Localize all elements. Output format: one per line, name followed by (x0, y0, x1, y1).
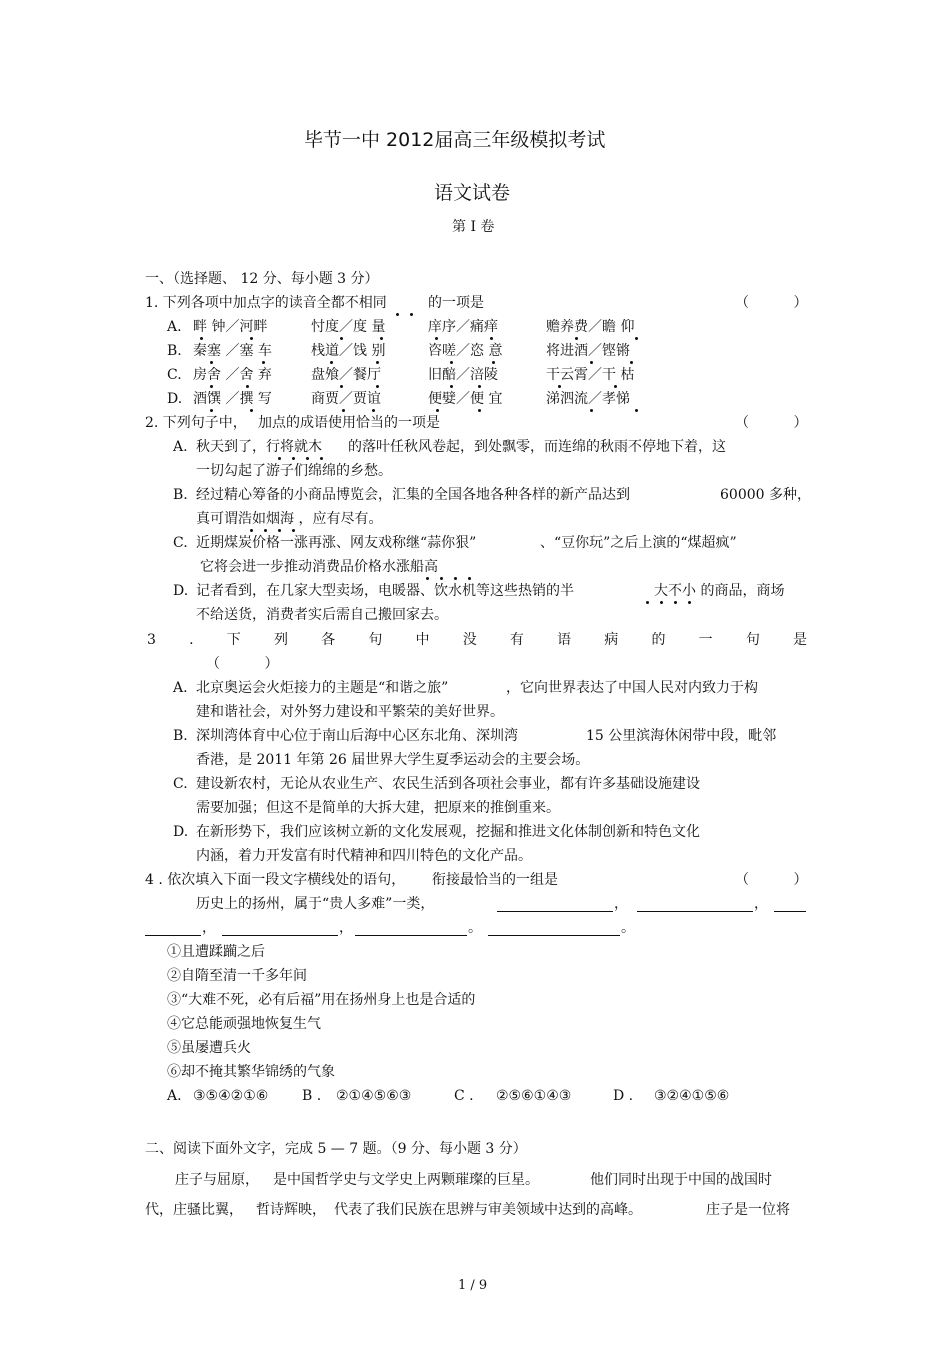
q3-option-text: 内涵，着力开发富有时代精神和四川特色的文化产品。 (196, 848, 532, 864)
q3-option-text: 香港，是 2011 年第 26 届世界大学生夏季运动会的主要会场。 (196, 752, 590, 768)
emphasis-dot (340, 385, 343, 388)
q1-option-label: C. (167, 367, 182, 383)
q3-stem-char: 有 (509, 632, 524, 648)
emphasis-dot (210, 409, 213, 412)
emphasis-dot (635, 409, 638, 412)
emphasis-dot (410, 313, 413, 316)
q3-answer-paren: （ ） (206, 656, 279, 672)
emphasis-dot (590, 409, 593, 412)
q3-option-text: 深圳湾体育中心位于南山后海中心区东北角、深圳湾 (196, 728, 518, 744)
emphasis-dot (210, 361, 213, 364)
emphasis-dot (660, 601, 663, 604)
blank-separator: 。 (621, 920, 635, 936)
blank-separator: ， (339, 920, 353, 936)
q3-option-label: C. (173, 776, 188, 792)
emphasis-dot (320, 457, 323, 460)
q1-option-item: 便嬖／便 宜 (428, 391, 503, 407)
q3-stem-char: . (189, 632, 194, 648)
q2-option-text: 的落叶任秋风卷起，到处飘零，而连绵的秋雨不停地下着，这 (348, 439, 726, 455)
emphasis-dot (262, 361, 265, 364)
q1-option-item: 涕泗流／孝悌 (546, 391, 630, 407)
q4-answer-label: B . (302, 1088, 322, 1104)
exam-title: 毕节一中 2012届高三年级模拟考试 (304, 129, 606, 151)
emphasis-dot (278, 457, 281, 460)
q4-answer-value: ③⑤④②①⑥ (193, 1088, 269, 1104)
emphasis-dot (306, 457, 309, 460)
q1-option-item: 庠序／痛痒 (428, 319, 498, 335)
emphasis-dot (376, 361, 379, 364)
q2-option-text: 不给送货，消费者实后需自己搬回家去。 (196, 607, 448, 623)
section1-heading: 一、（选择题、 12 分、每小题 3 分） (145, 271, 379, 287)
emphasis-dot (372, 409, 375, 412)
q3-stem-char: 是 (793, 632, 807, 648)
q3-stem (147, 630, 807, 650)
passage-text: 庄子是一位将 (706, 1202, 790, 1218)
q3-stem-char: 句 (745, 632, 760, 648)
q3-option-label: B. (173, 728, 188, 744)
q4-item: ①且遭蹂躏之后 (167, 944, 265, 960)
q2-option-label: C. (173, 535, 188, 551)
emphasis-dot (342, 409, 345, 412)
emphasis-dot (478, 385, 481, 388)
passage-text: 庄子与屈原， (175, 1172, 259, 1188)
q4-answer-value: ②①④⑤⑥③ (336, 1088, 412, 1104)
passage-text: 代表了我们民族在思辨与审美领域中达到的高峰。 (334, 1202, 642, 1218)
q2-option-label: A. (173, 439, 188, 455)
blank-separator: ， (202, 920, 216, 936)
q1-option-item: 干云霄／干 枯 (546, 367, 635, 383)
q2-option-text: 、“豆你玩”之后上演的“煤超疯” (540, 535, 737, 551)
emphasis-dot (646, 601, 649, 604)
emphasis-dot (246, 385, 249, 388)
emphasis-dot (426, 577, 429, 580)
fill-blank (637, 910, 753, 912)
emphasis-dot (688, 601, 691, 604)
q2-option-text: 秋天到了，行将就木 (196, 439, 322, 455)
emphasis-dot (435, 337, 438, 340)
q1-option-item: 秦塞 ／塞 车 (193, 343, 272, 359)
q4-passage: 历史上的扬州，属于“贵人多难”一类， (196, 896, 435, 912)
emphasis-dot (210, 385, 213, 388)
emphasis-dot (250, 337, 253, 340)
q1-stem-tail: 的一项是 (428, 295, 484, 311)
section2-heading: 二、阅读下面外文字，完成 5 — 7 题。（9 分、每小题 3 分） (145, 1141, 527, 1157)
q3-option-text: 建和谐社会，对外努力建设和平繁荣的美好世界。 (196, 704, 504, 720)
emphasis-dot (674, 601, 677, 604)
q4-answer-value: ③②④①⑤⑥ (654, 1088, 730, 1104)
emphasis-dot (490, 337, 493, 340)
q4-answer-label: C . (454, 1088, 474, 1104)
q3-option-label: D. (173, 824, 189, 840)
passage-text: 他们同时出现于中国的战国时 (590, 1172, 772, 1188)
q4-answer-label: D . (613, 1088, 634, 1104)
q3-stem-char: 各 (321, 632, 336, 648)
emphasis-dot (436, 409, 439, 412)
emphasis-dot (200, 337, 203, 340)
q1-answer-paren: （ ） (735, 295, 808, 311)
q4-item: ③“大难不死，必有后福”用在扬州身上也是合适的 (167, 992, 476, 1008)
passage-text: 是中国哲学史与文学史上两颗璀璨的巨星。 (273, 1172, 539, 1188)
emphasis-dot (264, 529, 267, 532)
q1-option-item: 商贾／贾谊 (311, 391, 381, 407)
q2-option-text: 经过精心筹备的小商品博览会，汇集的全国各地各种各样的新产品达到 (196, 487, 630, 503)
q4-stem-tail: 衔接最恰当的一组是 (432, 872, 558, 888)
q1-option-item: 咨嗟／恣 意 (428, 343, 503, 359)
q2-option-label: D. (173, 583, 189, 599)
q1-option-item: 栈道／饯 别 (311, 343, 386, 359)
emphasis-dot (575, 337, 578, 340)
emphasis-dot (614, 385, 617, 388)
q3-stem-char: 下 (226, 632, 241, 648)
q2-option-text: 记者看到，在几家大型卖场，电暖器、饮水机等这些热销的半 (196, 583, 574, 599)
q3-option-label: A. (173, 680, 188, 696)
q1-option-label: B. (167, 343, 182, 359)
fill-blank (145, 934, 201, 936)
emphasis-dot (454, 577, 457, 580)
q4-item: ②自隋至清一千多年间 (167, 968, 307, 984)
q3-option-text: 15 公里滨海休闲带中段，毗邻 (586, 728, 777, 744)
q3-stem-char: 句 (368, 632, 383, 648)
page-number: 1 / 9 (458, 1278, 488, 1293)
q2-stem: 2. 下列句子中， (145, 415, 247, 431)
emphasis-dot (478, 409, 481, 412)
blank-separator: ， (614, 896, 628, 912)
q1-option-item: 将进酒／铿锵 (546, 343, 630, 359)
q2-option-text: 大不小 的商品，商场 (654, 583, 785, 599)
emphasis-dot (292, 529, 295, 532)
q4-answer-label: A. (167, 1088, 182, 1104)
q4-item: ⑤虽屡遭兵火 (167, 1040, 251, 1056)
emphasis-dot (376, 385, 379, 388)
q2-option-text: 一切勾起了游子们绵绵的乡愁。 (196, 463, 392, 479)
volume-label: 第 I 卷 (452, 219, 495, 235)
q2-option-text: 60000 多种， (720, 487, 811, 503)
q4-answer-value: ②⑤⑥①④③ (496, 1088, 572, 1104)
q1-option-item: 赡养费／瞻 仰 (546, 319, 635, 335)
emphasis-dot (278, 529, 281, 532)
q3-option-text: 建设新农村，无论从农业生产、农民生活到各项社会事业，都有许多基础设施建设 (196, 776, 700, 792)
q1-stem: 1. 下列各项中加点字的读音全都不相同 (145, 295, 387, 311)
emphasis-dot (330, 361, 333, 364)
q2-answer-paren: （ ） (735, 415, 808, 431)
emphasis-dot (450, 385, 453, 388)
q3-stem-char: 3 (147, 632, 156, 648)
q2-stem-tail: 加点的成语使用恰当的一项是 (258, 415, 440, 431)
q2-option-text: 真可谓浩如烟海 ，应有尽有。 (196, 511, 383, 527)
q2-option-text: 它将会进一步推动消费品价格水涨船高 (200, 559, 438, 575)
q3-stem-char: 的 (651, 632, 666, 648)
q4-stem: 4 . 依次填入下面一段文字横线处的语句， (145, 872, 406, 888)
q3-option-text: ，它向世界表达了中国人民对内致力于构 (506, 680, 758, 696)
q3-option-text: 在新形势下，我们应该树立新的文化发展观，挖掘和推进文化体制创新和特色文化 (196, 824, 700, 840)
emphasis-dot (440, 577, 443, 580)
fill-blank (774, 910, 806, 912)
emphasis-dot (380, 337, 383, 340)
fill-blank (488, 934, 620, 936)
q1-option-item: 酒馔 ／撰 写 (193, 391, 272, 407)
emphasis-dot (292, 457, 295, 460)
emphasis-dot (558, 385, 561, 388)
q1-option-label: D. (167, 391, 183, 407)
q3-stem-char: 中 (415, 632, 430, 648)
q2-option-text: 近期煤炭价格一涨再涨、网友戏称继“蒜你狠” (196, 535, 477, 551)
exam-subject: 语文试卷 (434, 182, 511, 204)
emphasis-dot (630, 361, 633, 364)
emphasis-dot (340, 337, 343, 340)
emphasis-dot (250, 529, 253, 532)
q3-stem-char: 一 (698, 632, 713, 648)
emphasis-dot (396, 313, 399, 316)
q2-option-label: B. (173, 487, 188, 503)
emphasis-dot (590, 361, 593, 364)
emphasis-dot (492, 361, 495, 364)
q3-stem-char: 列 (273, 632, 288, 648)
emphasis-dot (250, 409, 253, 412)
fill-blank (355, 934, 467, 936)
q3-stem-char: 没 (462, 632, 477, 648)
q3-option-text: 北京奥运会火炬接力的主题是“和谐之旅” (196, 680, 449, 696)
q1-option-item: 盘飧／餐厅 (311, 367, 381, 383)
q3-stem-char: 病 (604, 632, 619, 648)
blank-separator: 。 (468, 920, 482, 936)
q1-option-label: A. (167, 319, 182, 335)
q3-stem-char: 语 (557, 632, 572, 648)
q1-option-item: 畔 钟／河畔 (193, 319, 268, 335)
fill-blank (222, 934, 338, 936)
q1-option-item: 旧醅／涪陵 (428, 367, 498, 383)
emphasis-dot (450, 361, 453, 364)
q4-item: ⑥却不掩其繁华锦绣的气象 (167, 1064, 335, 1080)
passage-text: 代，庄骚比翼， (145, 1202, 243, 1218)
blank-separator: ， (754, 896, 768, 912)
emphasis-dot (468, 577, 471, 580)
q1-option-item: 忖度／度 量 (311, 319, 386, 335)
q4-answer-paren: （ ） (735, 872, 808, 888)
emphasis-dot (635, 337, 638, 340)
q1-option-item: 房舍 ／舍 弃 (193, 367, 272, 383)
passage-text: 哲诗辉映， (256, 1202, 326, 1218)
q4-item: ④它总能顽强地恢复生气 (167, 1016, 321, 1032)
fill-blank (497, 910, 613, 912)
q3-option-text: 需要加强；但这不是简单的大拆大建，把原来的推倒重来。 (196, 800, 560, 816)
